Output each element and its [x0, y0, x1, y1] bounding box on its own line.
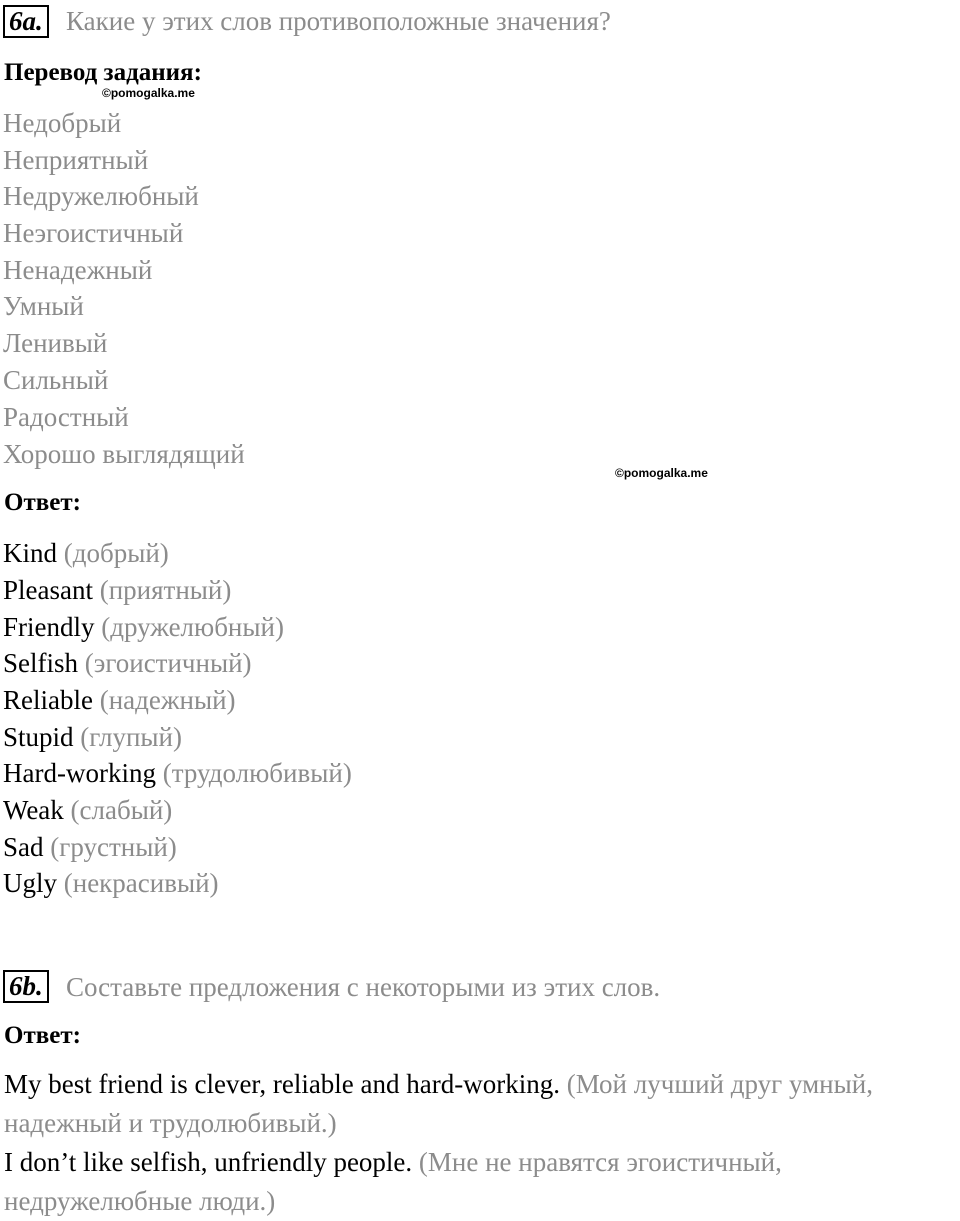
answer-russian: (приятный) [99, 575, 232, 605]
answer-heading: Ответ: [4, 1022, 81, 1049]
answer-russian: (некрасивый) [63, 868, 219, 898]
answer-item [3, 834, 177, 861]
watermark: ©pomogalka.me [615, 466, 708, 480]
answer-english: Sad [3, 832, 44, 862]
task-instruction: Составьте предложения с некоторыми из этих слов. [66, 972, 661, 1002]
answer-sentence [4, 1143, 956, 1221]
task-instruction: Какие у этих слов противоположные значения? [66, 6, 611, 36]
answer-russian: (грустный) [50, 832, 177, 862]
sentence-english: My best friend is clever, reliable and hard-working. [4, 1069, 560, 1099]
answer-item [3, 724, 182, 751]
answer-item [3, 577, 231, 604]
answer-english: Weak [3, 795, 64, 825]
watermark: ©pomogalka.me [102, 86, 195, 100]
answer-english: Ugly [3, 868, 57, 898]
answer-item [3, 760, 352, 787]
answer-item [3, 870, 219, 897]
list-item: Недобрый [3, 108, 122, 138]
answer-russian: (трудолюбивый) [162, 758, 352, 788]
task-number: 6a. [9, 6, 43, 36]
answer-russian: (дружелюбный) [101, 612, 284, 642]
answer-english: Friendly [3, 612, 95, 642]
answer-english: Stupid [3, 722, 74, 752]
translation-heading: Перевод задания: [4, 59, 202, 86]
list-item: Неэгоистичный [3, 218, 184, 248]
task-number-badge [3, 970, 49, 1003]
list-item: Радостный [3, 402, 129, 432]
list-item: Хорошо выглядящий [3, 439, 245, 469]
answer-sentence [4, 1065, 956, 1143]
answer-russian: (надежный) [99, 685, 236, 715]
list-item: Сильный [3, 365, 109, 395]
answer-russian: (эгоистичный) [84, 648, 252, 678]
answer-item [3, 540, 169, 567]
answer-item [3, 687, 236, 714]
answer-russian: (глупый) [80, 722, 182, 752]
answer-russian: (добрый) [63, 538, 169, 568]
list-item: Недружелюбный [3, 181, 199, 211]
list-item: Ленивый [3, 328, 108, 358]
answer-english: Hard-working [3, 758, 156, 788]
answer-russian: (слабый) [70, 795, 173, 825]
answer-english: Reliable [3, 685, 93, 715]
answer-english: Kind [3, 538, 57, 568]
task-number-badge [3, 5, 49, 38]
sentence-russian: (Мой лучший друг умный, надежный и трудолюбивый.) [4, 1069, 873, 1138]
answer-english: Selfish [3, 648, 79, 678]
task-number: 6b. [9, 971, 43, 1001]
list-item: Умный [3, 291, 84, 321]
answer-item [3, 614, 284, 641]
list-item: Неприятный [3, 145, 149, 175]
answer-heading: Ответ: [4, 489, 81, 516]
sentence-english: I don’t like selfish, unfriendly people. [4, 1147, 413, 1177]
answer-item [3, 797, 172, 824]
answer-item [3, 650, 252, 677]
sentence-russian: (Мне не нравятся эгоистичный, недружелюбные люди.) [4, 1147, 782, 1216]
list-item: Ненадежный [3, 255, 153, 285]
answer-english: Pleasant [3, 575, 93, 605]
